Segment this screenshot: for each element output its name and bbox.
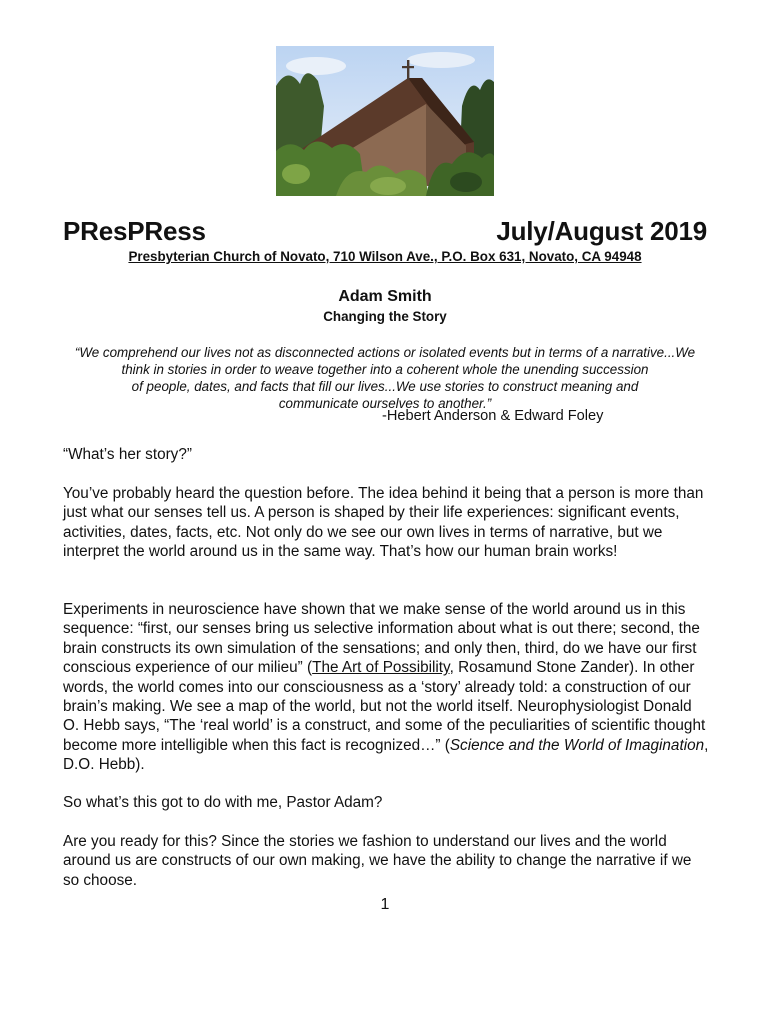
epigraph-line: of people, dates, and facts that fill our lives...We use stories to construct meaning and xyxy=(131,379,639,394)
masthead xyxy=(63,216,707,250)
church-address: Presbyterian Church of Novato, 710 Wilson Ave., P.O. Box 631, Novato, CA 94948 xyxy=(128,249,642,264)
text-run: Experiments in neuroscience have shown that we make sense of the world around us in this sequence: “first, our senses bring us selective information about what is out there; second, the brain constructs its own simulation of the sensations; and only then, third, do we have our first conscious experience of our milieu” ( xyxy=(63,601,700,677)
paragraph xyxy=(63,793,711,812)
article-title: Changing the Story xyxy=(323,309,447,324)
paragraph xyxy=(63,832,711,890)
paragraph xyxy=(63,600,711,775)
book-title: Science and the World of Imagination xyxy=(449,736,705,754)
paragraph-text: So what’s this got to do with me, Pastor Adam? xyxy=(63,794,383,811)
epigraph-attribution: -Hebert Anderson & Edward Foley xyxy=(382,408,604,424)
article-author: Adam Smith xyxy=(338,288,432,305)
text-run: , D.O. Hebb). xyxy=(63,736,709,774)
epigraph-line: think in stories in order to weave together into a coherent whole the unending succession xyxy=(121,362,649,377)
epigraph-quote xyxy=(52,344,718,412)
epigraph-line: “We comprehend our lives not as disconnected actions or isolated events but in terms of a narrative...We xyxy=(74,345,696,360)
book-title: The Art of Possibility xyxy=(312,659,450,677)
paragraph-text: Are you ready for this? Since the stories we fashion to understand our lives and the world around us are constructs of our own making, we have the ability to change the narrative if we so choose. xyxy=(63,833,692,889)
paragraph xyxy=(63,445,711,464)
epigraph-line: communicate ourselves to another.” xyxy=(278,396,492,411)
paragraph xyxy=(63,484,711,562)
paragraph-text xyxy=(63,600,711,775)
paragraph-text: You’ve probably heard the question before. The idea behind it being that a person is more than just what our senses tell us. A person is shaped by their life experiences: significant events, activities, dates, facts, etc. Not only do we see our own lives in terms of narrative, but we interpret the world around us in the same way. That’s how our human brain works! xyxy=(63,485,704,561)
issue-date: July/August 2019 xyxy=(496,216,707,246)
newsletter-name: PResPRess xyxy=(63,216,206,246)
church-photo xyxy=(276,46,494,196)
paragraph-text: “What’s her story?” xyxy=(63,446,192,463)
text-run: , Rosamund Stone Zander). In other words, the world comes into our consciousness as a ‘story’ already told: a construction of our brain’s making. We see a map of the world, but not the world itself. Neurophysiologist Donald O. Hebb says, “The ‘real world’ is a construct, and some of the peculiarities of scientific thought become more intelligible when this fact is recognized…” ( xyxy=(63,659,706,754)
page-number: 1 xyxy=(380,896,390,913)
